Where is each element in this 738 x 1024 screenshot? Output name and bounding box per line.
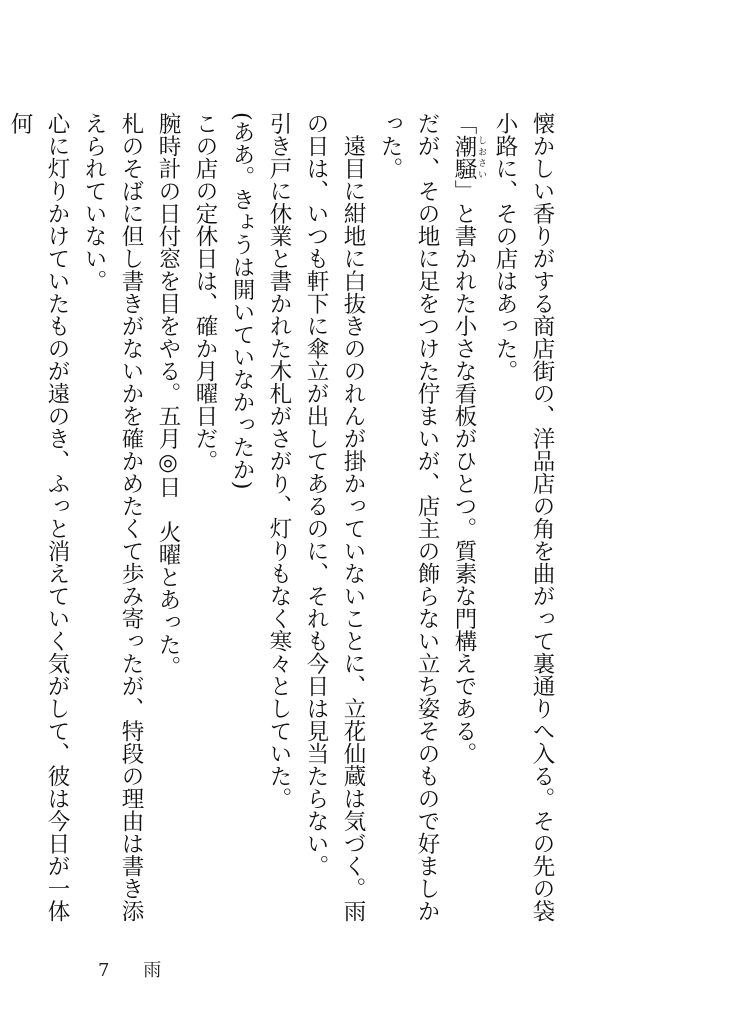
- paragraph: 心に灯りかけていたものが遠のき、ふっと消えていく気がして、彼は今日が一体何: [7, 112, 70, 922]
- paragraph: 懐かしい香りがする商店街の、洋品店の角を曲がって裏通りへ入る。その先の袋小路に、その店はあった。: [492, 112, 555, 922]
- ruby-reading: しおさい: [476, 134, 486, 180]
- paragraph: 引き戸に休業と書かれた木札がさがり、灯りもなく寒々としていた。: [266, 112, 292, 810]
- ruby-base: 潮騒: [451, 134, 477, 180]
- quote-rest: 」と書かれた小さな看板がひとつ。質素な門構えである。: [451, 179, 477, 765]
- paragraph: 遠目に紺地に白抜きののれんが掛かっていないことに、立花仙蔵は気づく。雨の日は、いつも軒下に傘立が出してあるのに、それも今日は見当たらない。: [303, 112, 366, 922]
- vertical-text-body: [7, 112, 560, 932]
- paragraph: 腕時計の日付窓を目をやる。五月◎日 火曜とあった。: [155, 112, 181, 678]
- ruby-word: [451, 134, 486, 180]
- paragraph: (ああ。きょうは開いていなかったか): [229, 112, 255, 490]
- paragraph: [445, 112, 486, 932]
- chapter-title: 雨: [143, 960, 162, 981]
- paragraph: だが、その地に足をつけた佇まいが、店主の飾らない立ち姿そのもので好ましかった。: [377, 112, 440, 922]
- page-number: 7: [98, 960, 110, 981]
- quote-open: 「: [451, 112, 477, 135]
- page-footer: [98, 956, 161, 982]
- paragraph: この店の定休日は、確か月曜日だ。: [192, 112, 218, 472]
- paragraph: 札のそばに但し書きがないかを確かめたくて歩み寄ったが、特段の理由は書き添えられていない。: [81, 112, 144, 922]
